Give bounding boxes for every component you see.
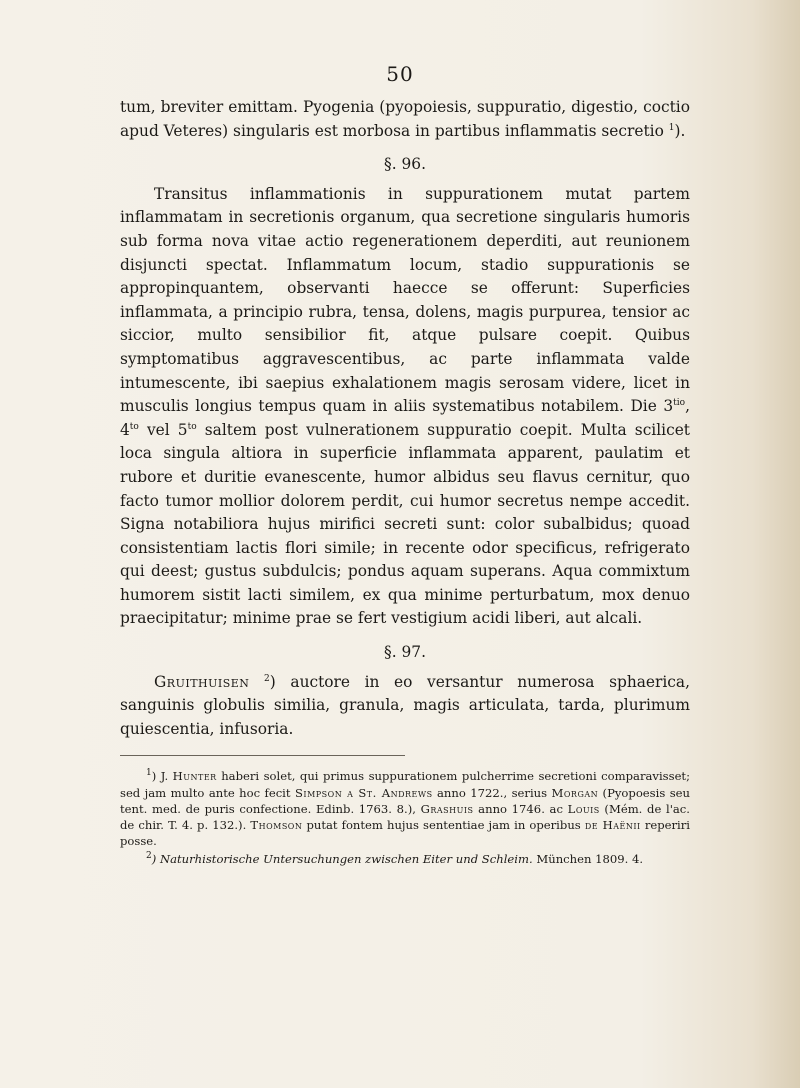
main-text [120, 96, 690, 868]
footnote-2: $^2$) Naturhistorische Untersuchungen zwischen Eiter und Schleim. München 1809. 4. [146, 851, 644, 867]
section-96-heading: §. 96. [384, 155, 426, 174]
footnote-ref-2: 2 [264, 673, 270, 684]
footnote-divider [120, 755, 405, 756]
paragraph-section-97: Gruithuisen $^2$) auctore in eo versantur numerosa sphaerica, sanguinis globulis similia, granula, magis articulata, tarda, plurimum quiescentia, infusoria. [120, 672, 690, 738]
paragraph-continuation: tum, breviter emittam. Pyogenia (pyopoiesis, suppuratio, digestio, coctio apud Veteres) singularis est morbosa in partibus inflammatis secretio $^1$). [120, 98, 690, 140]
paragraph-section-96: Transitus inflammationis in suppurationem mutat partem inflammatam in secretionis organum, qua secretione singularis humoris sub forma nova vitae actio regenerationem deperditi, aut reunionem disjuncti spectat. Inflammatum locum, stadio suppurationis se appropinquantem, observanti haecce se offerunt: Superficies inflammata, a principio rubra, tensa, dolens, magis purpurea, tensior ac siccior, multo sensibilior fit, atque pulsare coepit. Quibus symptomatibus aggravescentibus, ac parte inflammata valde intumescente, ibi saepius exhalationem magis serosam videre, licet in musculis longius tempus quam in aliis systematibus notabilem. Die $3^{tio}$, $4^{to}$ vel $5^{to}$ saltem post vulnerationem suppuratio coepit. Multa scilicet loca singula altiora in superficie inflammata apparent, paulatim et rubore et duritie evanescente, humor albidus seu flavus cernitur, quo facto tumor mollior dolorem perdit, cui humor secretus nempe accedit. Signa notabiliora hujus mirifici secreti sunt: color subalbidus; quoad consistentiam lactis flori simile; in recente odor specificus, refrigerato qui deest; gustus subdulcis; pondus aquam superans. Aqua commixtum humorem sistit lacti similem, ex qua minime perturbatum, mox denuo praecipitatur; minime prae se fert vestigium acidi liberi, aut alcali. [120, 184, 690, 628]
page-number: 50 [386, 62, 414, 86]
footnote-1: $^1$) J. Hunter haberi solet, qui primus suppurationem pulcherrime secretioni comparavisset; sed jam multo ante hoc fecit Simpson a St. Andrews anno 1722., serius Morgan (Pyopoesis seu tent. med. de puris confectione. Edinb. 1763. 8.), Grashuis anno 1746. ac Louis (Mém. de l'ac. de chir. T. 4. p. 132.). Thomson putat fontem hujus sententiae jam in operibus de Haënii reperiri posse. [120, 768, 691, 849]
section-97-heading: §. 97. [384, 643, 426, 662]
footnote-ref-1: 1 [668, 122, 675, 133]
author-name: Gruithuisen [154, 672, 250, 691]
